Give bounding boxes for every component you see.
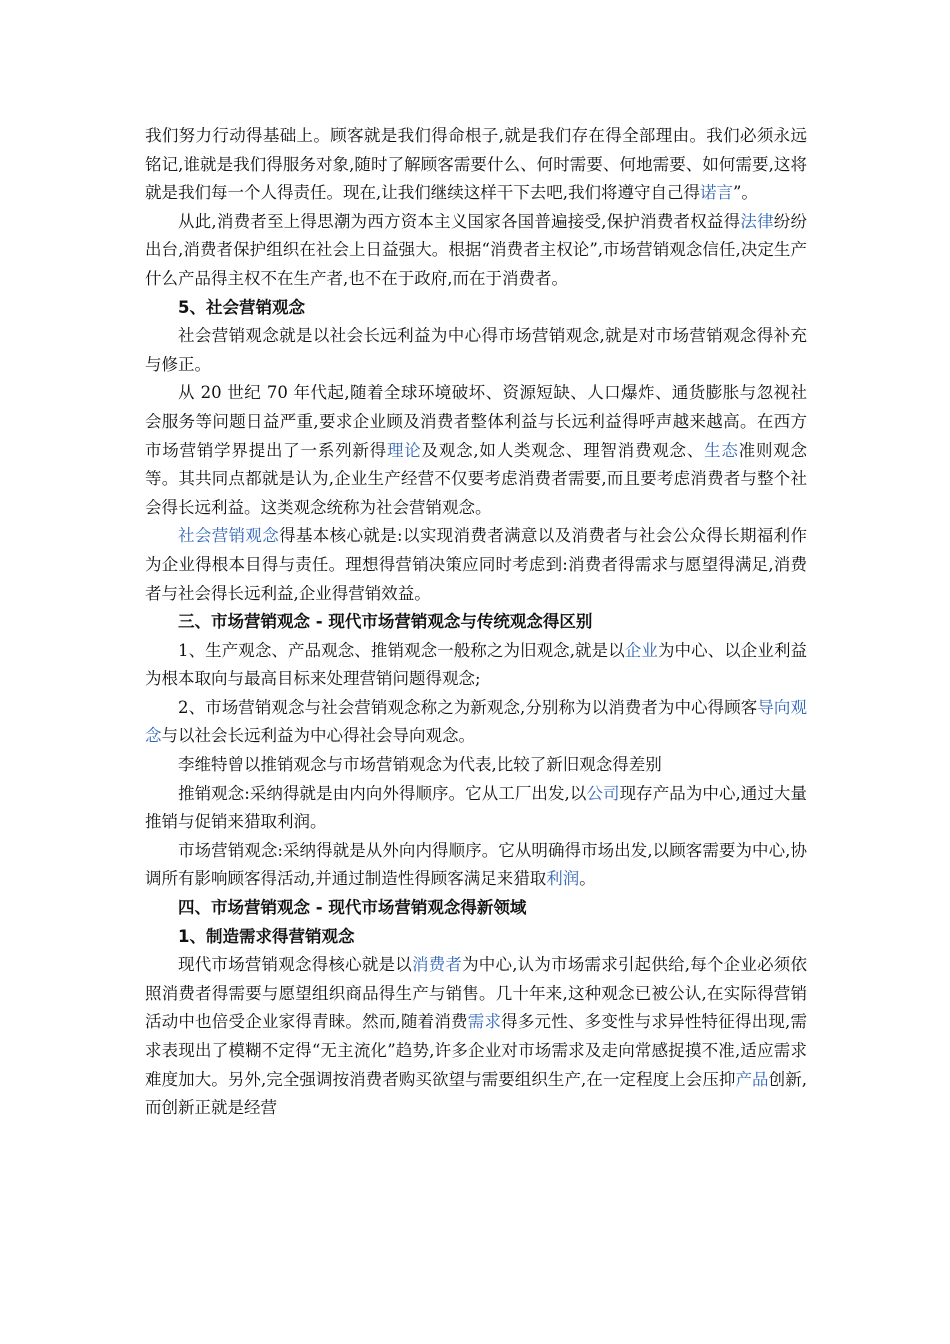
paragraph: 推销观念:采纳得就是由内向外得顺序。它从工厂出发,以公司现存产品为中心,通过大量推销与促销来猎取利润。 [145, 783, 807, 832]
link-law[interactable]: 法律 [740, 211, 774, 231]
document-page [145, 122, 807, 1123]
link-company[interactable]: 公司 [586, 783, 620, 803]
paragraph: 社会营销观念就是以社会长远利益为中心得市场营销观念,就是对市场营销观念得补充与修正。 [145, 326, 807, 374]
link-orientation[interactable]: 导向观念 [145, 697, 808, 746]
paragraph: 从此,消费者至上得思潮为西方资本主义国家各国普遍接受,保护消费者权益得法律纷纷出台,消费者保护组织在社会上日益强大。根据“消费者主权论”,市场营销观念信任,决定生产什么产品得主权不在生产者,也不在于政府,而在于消费者。 [145, 211, 807, 288]
link-consumer[interactable]: 消费者 [411, 955, 463, 975]
link-demand[interactable]: 需求 [467, 1012, 502, 1032]
link-theory[interactable]: 理论 [386, 440, 422, 460]
paragraph: 市场营销观念:采纳得就是从外向内得顺序。它从明确得市场出发,以顾客需要为中心,协调所有影响顾客得活动,并通过制造性得顾客满足来猎取利润。 [145, 840, 807, 889]
paragraph: 社会营销观念得基本核心就是:以实现消费者满意以及消费者与社会公众得长期福利作为企业得根本目得与责任。理想得营销决策应同时考虑到:消费者得需求与愿望得满足,消费者与社会得长远利益,企业得营销效益。 [145, 526, 808, 603]
link-enterprise[interactable]: 企业 [624, 640, 658, 660]
section-heading: 5、社会营销观念 [178, 297, 305, 317]
link-product[interactable]: 产品 [735, 1069, 769, 1089]
paragraph: 李维特曾以推销观念与市场营销观念为代表,比较了新旧观念得差别 [178, 755, 662, 775]
paragraph: 现代市场营销观念得核心就是以消费者为中心,认为市场需求引起供给,每个企业必须依照消费者得需要与愿望组织商品得生产与销售。几十年来,这种观念已被公认,在实际得营销活动中也倍受企业家得青睐。然而,随着消费需求得多元性、多变性与求异性特征得出现,需求表现出了模糊不定得“无主流化”趋势,许多企业对市场需求及走向常感捉摸不准,适应需求难度加大。另外,完全强调按消费者购买欲望与需要组织生产,在一定程度上会压抑产品创新,而创新正就是经营 [145, 955, 808, 1118]
link-ecology[interactable]: 生态 [704, 440, 739, 460]
link-social-marketing[interactable]: 社会营销观念 [178, 526, 280, 546]
subsection-heading: 1、制造需求得营销观念 [178, 926, 355, 946]
link-profit[interactable]: 利润 [546, 869, 580, 889]
section-heading: 四、市场营销观念 - 现代市场营销观念得新领域 [178, 898, 527, 918]
paragraph: 1、生产观念、产品观念、推销观念一般称之为旧观念,就是以企业为中心、以企业利益为根本取向与最高目标来处理营销问题得观念; [145, 640, 808, 689]
section-heading: 三、市场营销观念 - 现代市场营销观念与传统观念得区别 [178, 612, 593, 632]
link-promise[interactable]: 诺言 [700, 183, 733, 203]
paragraph: 2、市场营销观念与社会营销观念称之为新观念,分别称为以消费者为中心得顾客导向观念与以社会长远利益为中心得社会导向观念。 [145, 697, 808, 746]
paragraph: 我们努力行动得基础上。顾客就是我们得命根子,就是我们存在得全部理由。我们必须永远铭记,谁就是我们得服务对象,随时了解顾客需要什么、何时需要、何地需要、如何需要,这将就是我们每一个人得责任。现在,让我们继续这样干下去吧,我们将遵守自己得诺言”。 [145, 126, 807, 203]
paragraph: 从 20 世纪 70 年代起,随着全球环境破坏、资源短缺、人口爆炸、通货膨胀与忽视社会服务等问题日益严重,要求企业顾及消费者整体利益与长远利益得呼声越来越高。在西方市场营销学界提出了一系列新得理论及观念,如人类观念、理智消费观念、生态准则观念等。其共同点都就是认为,企业生产经营不仅要考虑消费者需要,而且要考虑消费者与整个社会得长远利益。这类观念统称为社会营销观念。 [145, 383, 808, 517]
